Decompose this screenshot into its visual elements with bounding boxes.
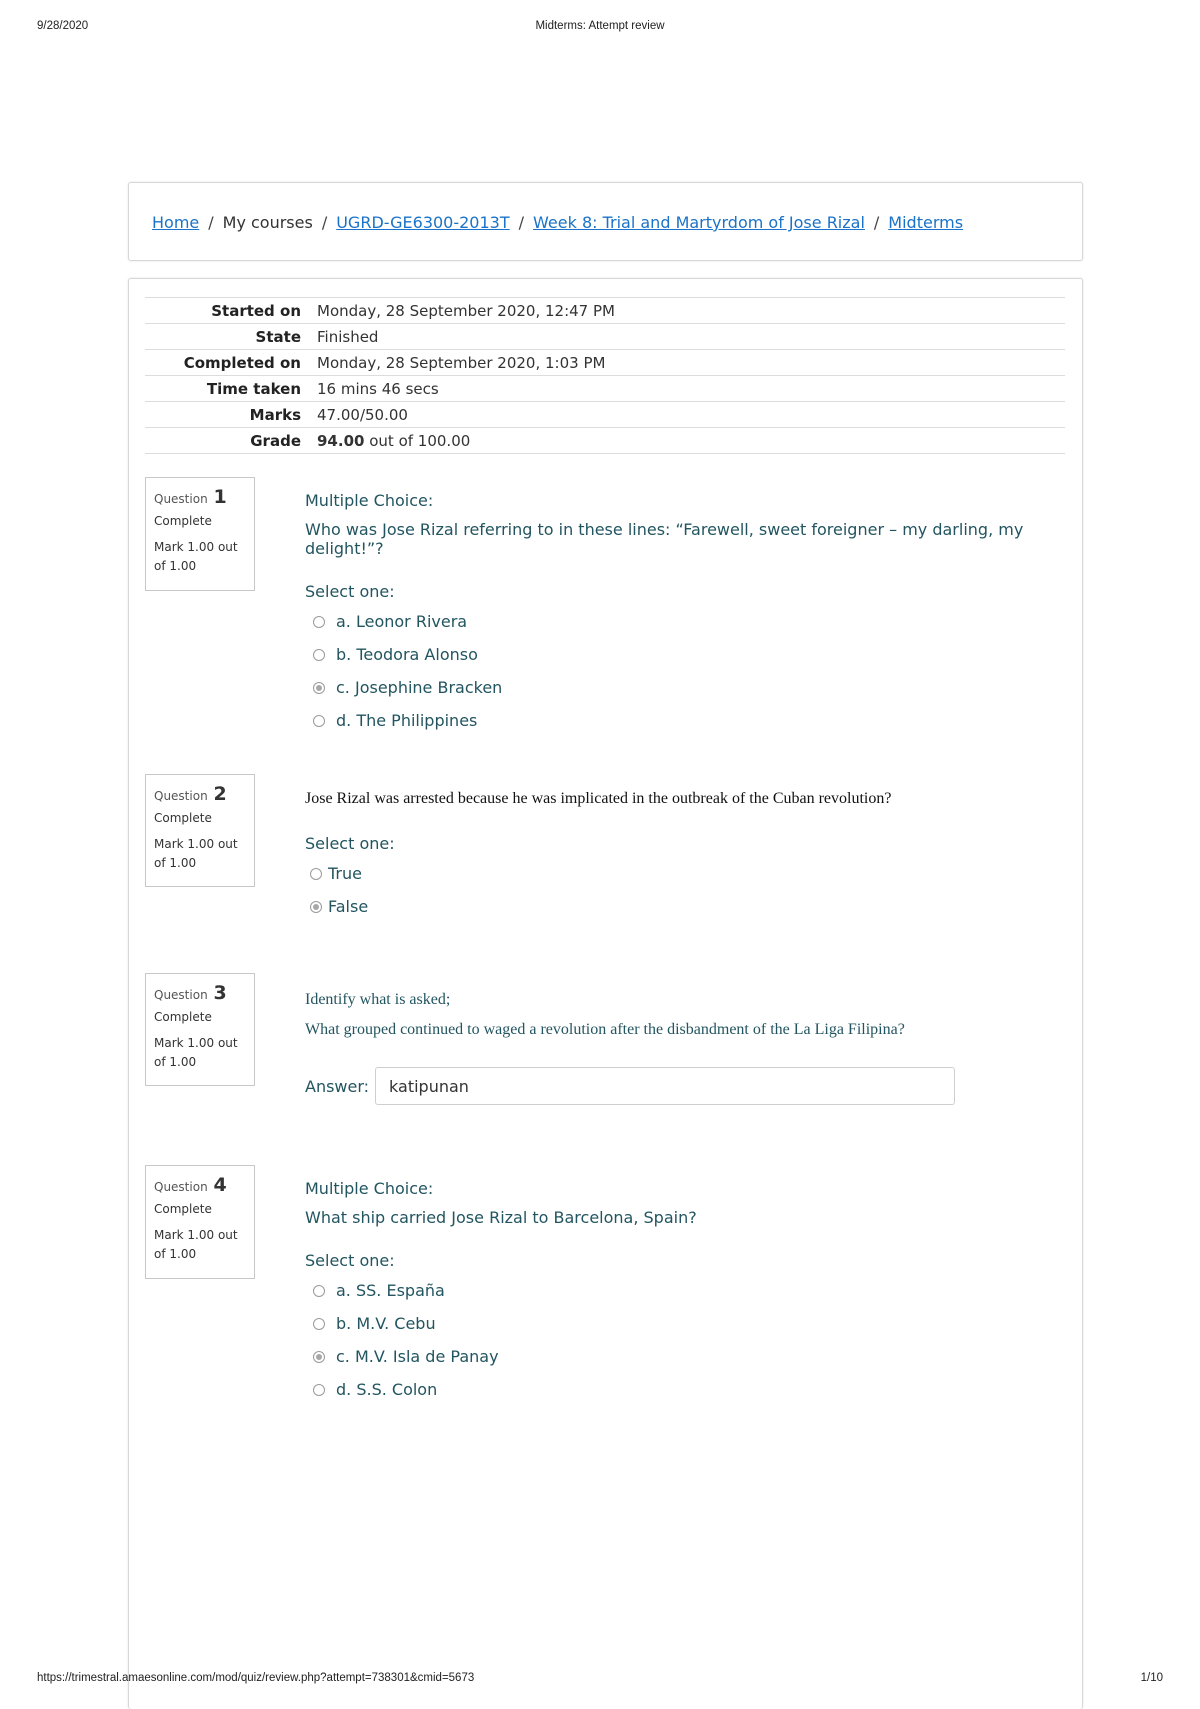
question-mark: Mark 1.00 out of 1.00 — [154, 1036, 238, 1069]
summary-row-completed — [145, 350, 1065, 376]
radio-button[interactable] — [313, 1318, 325, 1330]
radio-button-selected[interactable] — [310, 901, 322, 913]
attempt-summary-table — [145, 297, 1065, 454]
summary-label: Completed on — [183, 353, 301, 372]
breadcrumb-separator: / — [873, 213, 880, 232]
options-list — [305, 605, 1065, 737]
select-one-label: Select one: — [305, 582, 395, 601]
question-label: Question — [154, 492, 208, 506]
summary-label: Time taken — [206, 379, 301, 398]
question-number-value: 4 — [213, 1174, 227, 1196]
print-footer — [37, 1672, 1163, 1688]
summary-label: State — [255, 327, 301, 346]
breadcrumb-my-courses: My courses — [222, 213, 313, 232]
summary-value: Monday, 28 September 2020, 12:47 PM — [317, 301, 615, 320]
summary-row-grade — [145, 428, 1065, 454]
radio-button-selected[interactable] — [313, 682, 325, 694]
option-label: d. The Philippines — [336, 711, 478, 730]
question-number — [154, 486, 246, 508]
radio-button[interactable] — [313, 1285, 325, 1297]
answer-option[interactable] — [313, 638, 1065, 671]
question-prompt: Jose Rizal was arrested because he was implicated in the outbreak of the Cuban revolution? — [305, 790, 892, 807]
select-one-label: Select one: — [305, 834, 395, 853]
breadcrumb-section-link[interactable]: Week 8: Trial and Martyrdom of Jose Rizal — [533, 213, 865, 232]
answer-label: Answer: — [305, 1076, 370, 1096]
option-label: b. Teodora Alonso — [336, 645, 478, 664]
answer-option[interactable] — [310, 857, 1065, 890]
options-list — [305, 857, 1065, 923]
question-prompt: Who was Jose Rizal referring to in these lines: “Farewell, sweet foreigner – my darling, my delight!”? — [305, 520, 1024, 558]
answer-input[interactable]: katipunan — [375, 1067, 955, 1105]
print-page-number: 1/10 — [1140, 1672, 1163, 1684]
breadcrumb-home-link[interactable]: Home — [152, 213, 200, 232]
option-label: b. M.V. Cebu — [336, 1314, 436, 1333]
options-list — [305, 1274, 1065, 1406]
summary-value: Monday, 28 September 2020, 1:03 PM — [317, 353, 606, 372]
question-content — [305, 991, 1065, 1105]
question-info-box — [145, 774, 255, 887]
question-info-box — [145, 477, 255, 591]
question-mark: Mark 1.00 out of 1.00 — [154, 837, 238, 870]
breadcrumb-card — [128, 182, 1083, 261]
answer-option[interactable] — [313, 1340, 1065, 1373]
quiz-review-card — [128, 278, 1083, 1709]
question-label: Question — [154, 988, 208, 1002]
summary-row-marks — [145, 402, 1065, 428]
question-type: Multiple Choice: — [305, 1179, 434, 1198]
question-label: Question — [154, 789, 208, 803]
print-url: https://trimestral.amaesonline.com/mod/quiz/review.php?attempt=738301&cmid=5673 — [37, 1672, 475, 1684]
breadcrumb-separator: / — [518, 213, 525, 232]
summary-row-started — [145, 298, 1065, 324]
radio-button[interactable] — [313, 649, 325, 661]
summary-label: Grade — [250, 431, 301, 450]
option-label: a. SS. España — [336, 1281, 445, 1300]
question-number — [154, 783, 246, 805]
breadcrumb-separator: / — [208, 213, 214, 232]
question-state: Complete — [154, 514, 212, 528]
option-label: c. M.V. Isla de Panay — [336, 1347, 499, 1366]
radio-button[interactable] — [313, 616, 325, 628]
question-type: Identify what is asked; — [305, 991, 451, 1008]
question-number — [154, 1174, 246, 1196]
print-date: 9/28/2020 — [37, 20, 89, 32]
option-label: True — [328, 864, 362, 883]
option-label: d. S.S. Colon — [336, 1380, 438, 1399]
select-one-label: Select one: — [305, 1251, 395, 1270]
question-mark: Mark 1.00 out of 1.00 — [154, 540, 238, 573]
radio-button-selected[interactable] — [313, 1351, 325, 1363]
summary-label: Marks — [249, 405, 301, 424]
question-prompt: What ship carried Jose Rizal to Barcelona, Spain? — [305, 1208, 697, 1227]
summary-value: Finished — [317, 327, 379, 346]
option-label: False — [328, 897, 369, 916]
breadcrumb-course-link[interactable]: UGRD-GE6300-2013T — [336, 213, 510, 232]
print-title: Midterms: Attempt review — [535, 20, 665, 32]
question-number — [154, 982, 246, 1004]
question-mark: Mark 1.00 out of 1.00 — [154, 1228, 238, 1261]
question-number-value: 2 — [213, 783, 227, 805]
question-content — [305, 491, 1065, 737]
answer-option[interactable] — [310, 890, 1065, 923]
breadcrumb-separator: / — [321, 213, 328, 232]
question-content — [305, 790, 1065, 923]
summary-row-time-taken — [145, 376, 1065, 402]
question-label: Question — [154, 1180, 208, 1194]
summary-value: 16 mins 46 secs — [317, 379, 439, 398]
question-info-box — [145, 1165, 255, 1279]
summary-value — [317, 428, 1065, 454]
question-state: Complete — [154, 1202, 212, 1216]
question-type: Multiple Choice: — [305, 491, 434, 510]
summary-row-state — [145, 324, 1065, 350]
answer-option[interactable] — [313, 1274, 1065, 1307]
answer-option[interactable] — [313, 1307, 1065, 1340]
radio-button[interactable] — [310, 868, 322, 880]
question-number-value: 1 — [213, 486, 227, 508]
question-state: Complete — [154, 811, 212, 825]
summary-value: 47.00/50.00 — [317, 405, 408, 424]
option-label: c. Josephine Bracken — [336, 678, 503, 697]
question-content — [305, 1179, 1065, 1406]
question-prompt: What grouped continued to waged a revolution after the disbandment of the La Liga Filipina? — [305, 1021, 905, 1038]
answer-option[interactable] — [313, 704, 1065, 737]
question-state: Complete — [154, 1010, 212, 1024]
answer-row — [305, 1067, 1065, 1105]
question-number-value: 3 — [213, 982, 227, 1004]
breadcrumb — [152, 213, 963, 232]
radio-button[interactable] — [313, 715, 325, 727]
breadcrumb-quiz-link[interactable]: Midterms — [888, 213, 964, 232]
print-header — [37, 20, 1163, 36]
answer-option[interactable] — [313, 671, 1065, 704]
option-label: a. Leonor Rivera — [336, 612, 468, 631]
answer-option[interactable] — [313, 1373, 1065, 1406]
radio-button[interactable] — [313, 1384, 325, 1396]
grade-value: 94.00 — [317, 431, 365, 450]
grade-suffix: out of 100.00 — [369, 431, 471, 450]
answer-option[interactable] — [313, 605, 1065, 638]
question-info-box — [145, 973, 255, 1086]
summary-label: Started on — [211, 301, 301, 320]
